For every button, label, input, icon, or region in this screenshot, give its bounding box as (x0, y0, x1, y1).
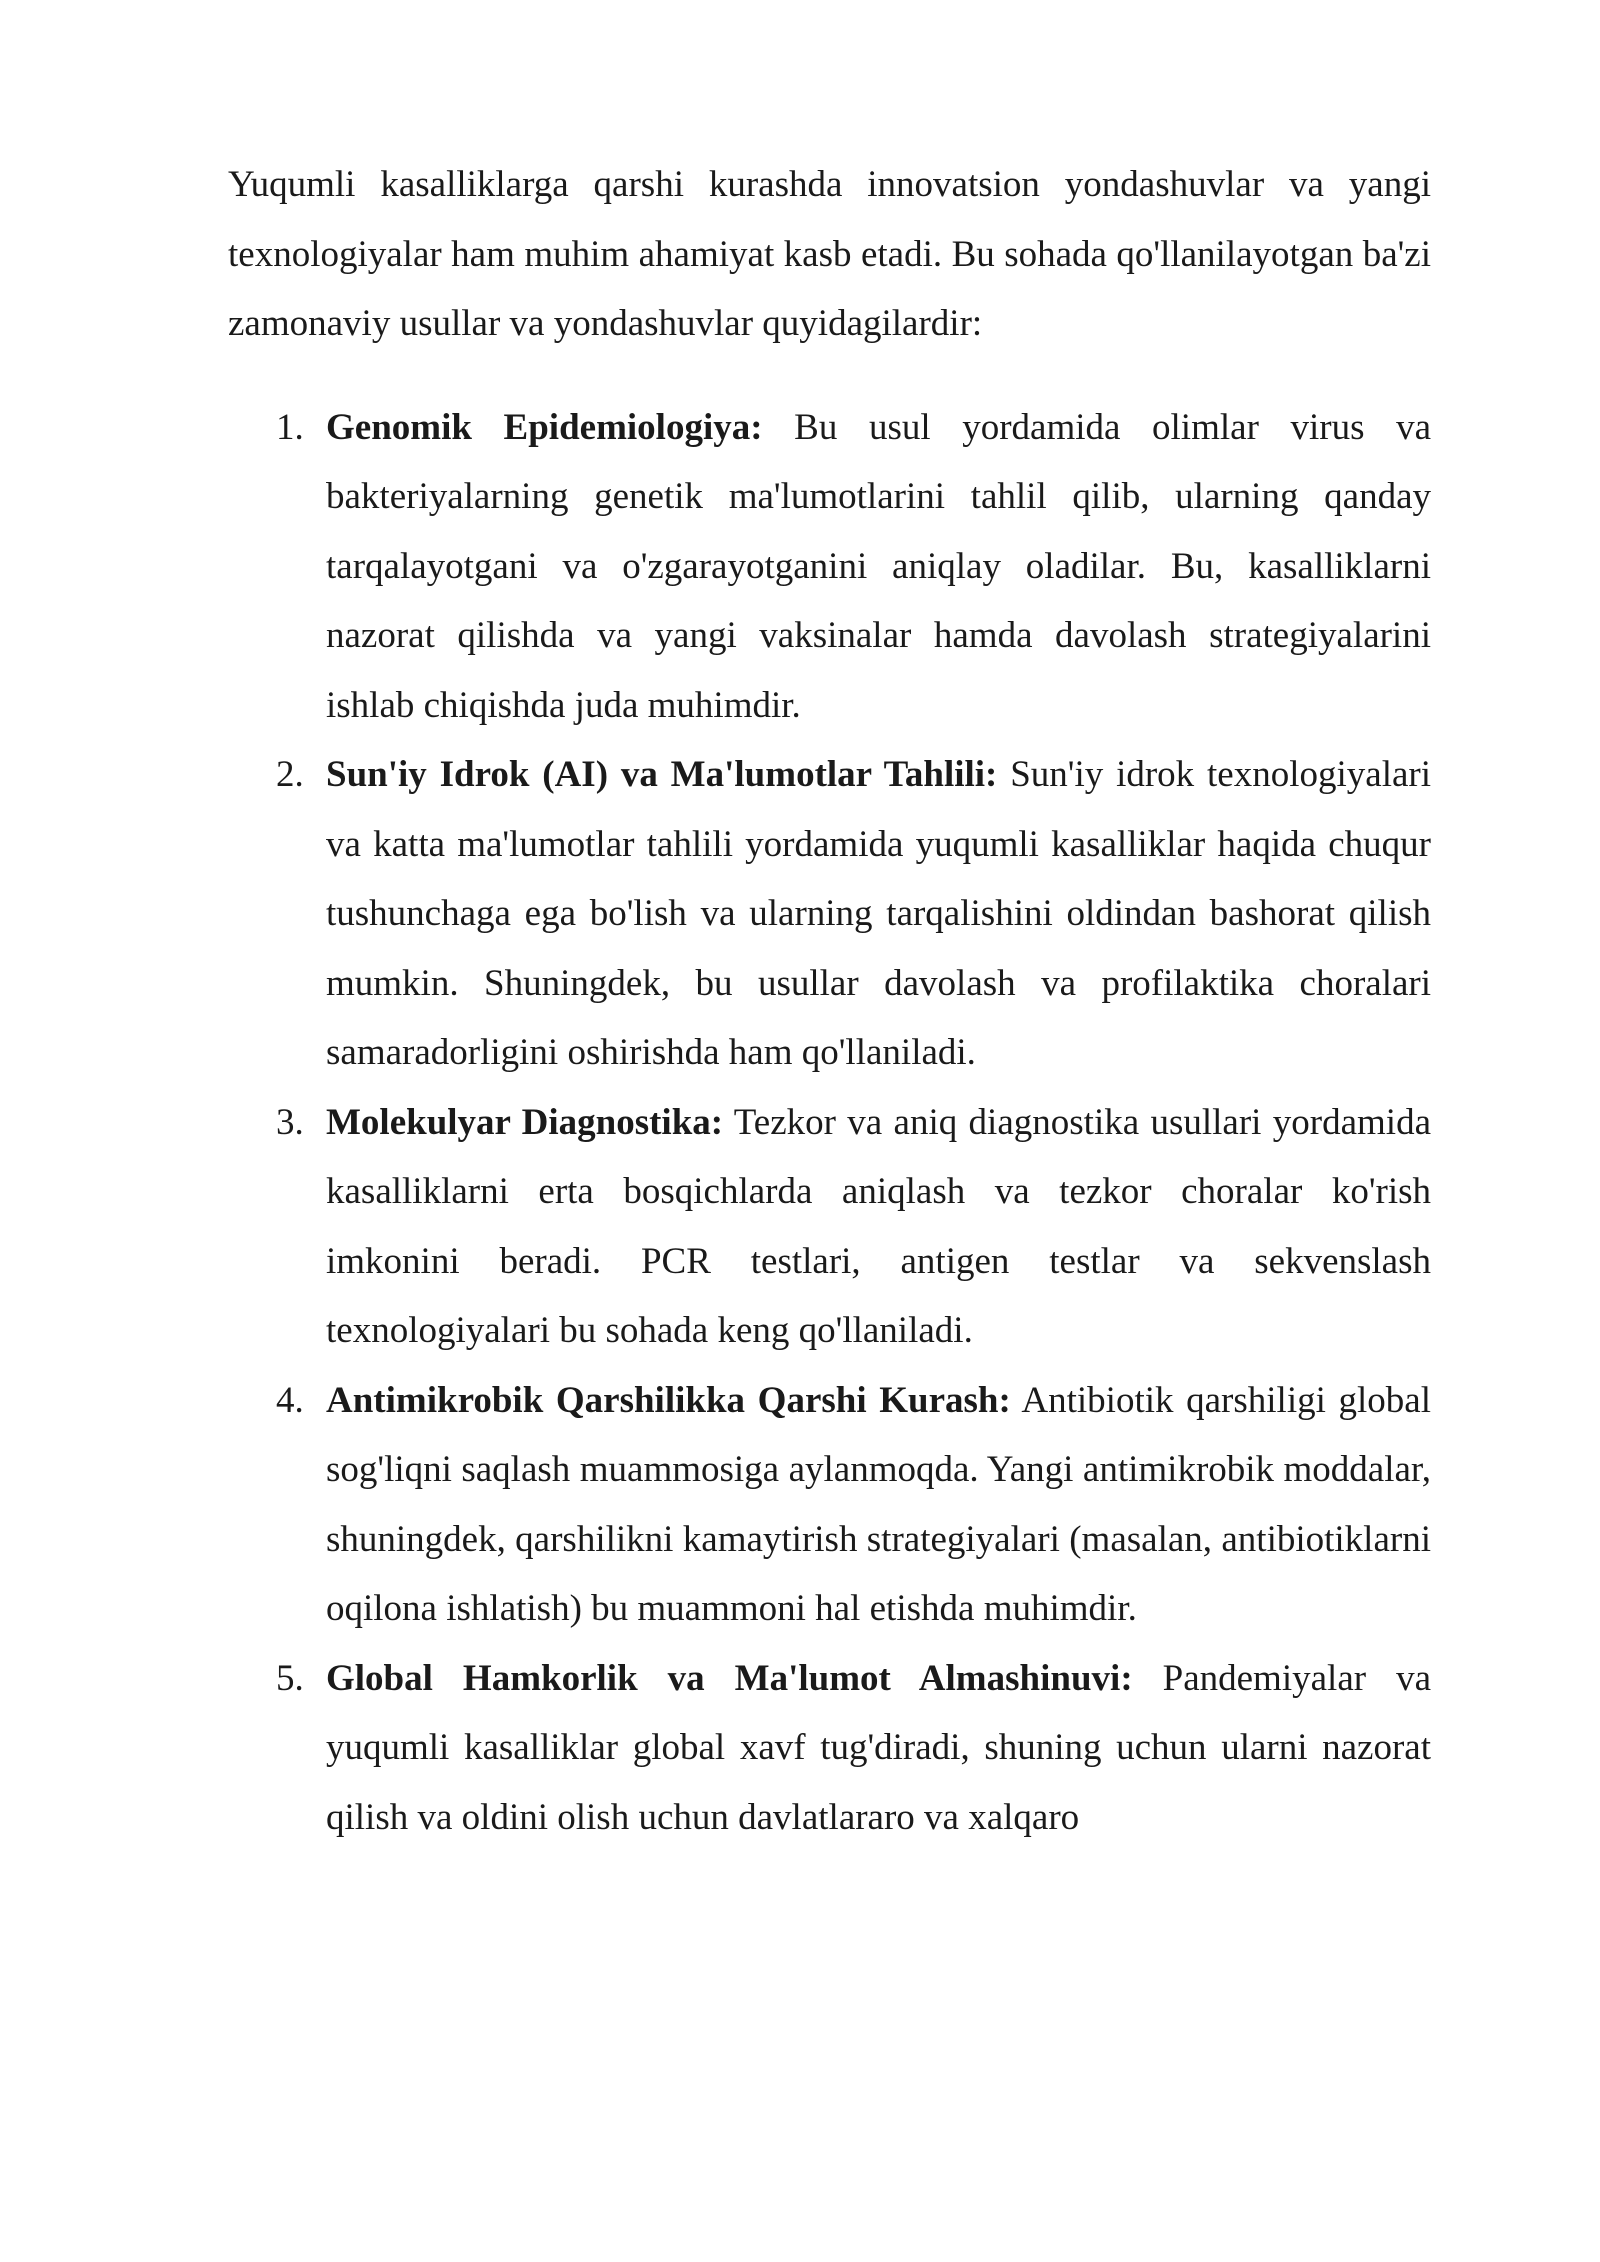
list-item-number: 2. (276, 754, 304, 795)
list-item-term: Global Hamkorlik va Ma'lumot Almashinuvi: (326, 1657, 1133, 1699)
intro-paragraph: Yuqumli kasalliklarga qarshi kurashda innovatsion yondashuvlar va yangi texnologiyalar ham muhim ahamiyat kasb etadi. Bu sohada qo'llanilayotgan ba'zi zamonaviy usullar va yondashuvlar quyidagilardir: (228, 164, 1431, 344)
methods-list (228, 393, 1431, 1853)
document-page (228, 150, 1431, 1852)
list-item-text: Pandemiyalar va yuqumli kasalliklar global xavf tug'diradi, shuning uchun ularni nazorat qilish va oldini olish uchun davlatlararo va xalqaro (326, 1657, 1431, 1838)
list-item-text: Antibiotik qarshiligi global sog'liqni saqlash muammosiga aylanmoqda. Yangi antimikrobik moddalar, shuningdek, qarshilikni kamaytirish strategiyalari (masalan, antibiotiklarni oqilona ishlatish) bu muammoni hal etishda muhimdir. (326, 1379, 1431, 1629)
list-item (228, 1644, 1431, 1853)
list-item-number: 4. (276, 1379, 304, 1421)
list-item-term: Genomik Epidemiologiya: (326, 406, 763, 448)
list-item (228, 1088, 1431, 1366)
list-item-term: Molekulyar Diagnostika: (326, 1101, 724, 1143)
list-item-text: Sun'iy idrok texnologiyalari va katta ma'lumotlar tahlili yordamida yuqumli kasalliklar haqida chuqur tushunchaga ega bo'lish va ularning tarqalishini oldindan bashorat qilish mumkin. Shuningdek, bu usullar davolash va profilaktika choralari samaradorligini oshirishda ham qo'llaniladi. (326, 754, 1431, 1073)
list-item (228, 393, 1431, 741)
list-item (228, 1366, 1431, 1644)
list-item-text: Bu usul yordamida olimlar virus va bakteriyalarning genetik ma'lumotlarini tahlil qilib, ularning qanday tarqalayotgani va o'zgarayotganini aniqlay oladilar. Bu, kasalliklarni nazorat qilishda va yangi vaksinalar hamda davolash strategiyalarini ishlab chiqishda juda muhimdir. (326, 406, 1431, 726)
list-item-number: 5. (276, 1657, 304, 1699)
list-item-text: Tezkor va aniq diagnostika usullari yordamida kasalliklarni erta bosqichlarda aniqlash va tezkor choralar ko'rish imkonini beradi. PCR testlari, antigen testlar va sekvenslash texnologiyalari bu sohada keng qo'llaniladi. (326, 1101, 1431, 1351)
list-item-number: 1. (276, 406, 304, 448)
list-item-term: Sun'iy Idrok (AI) va Ma'lumotlar Tahlili: (326, 754, 998, 795)
list-item (228, 740, 1431, 1088)
list-item-number: 3. (276, 1101, 304, 1143)
list-item-term: Antimikrobik Qarshilikka Qarshi Kurash: (326, 1379, 1011, 1421)
